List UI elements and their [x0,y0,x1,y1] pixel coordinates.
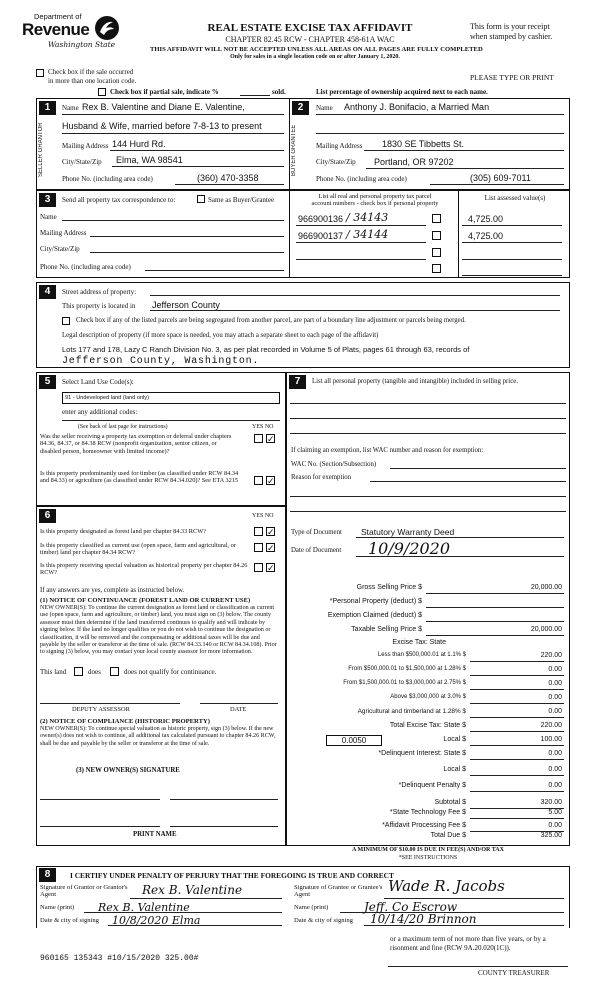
location-county: Jefferson County [152,300,220,310]
forest-question: Is this property designated as forest land per chapter 84.33 RCW? [40,528,206,535]
tax-value: 100.00 [540,736,562,743]
tax-value: 0.00 [548,750,562,757]
doc-date-label: Date of Document [291,547,342,554]
see-instructions-note: *SEE INSTRUCTIONS [398,855,458,861]
tax-label: From $500,000.01 to $1,500,000 at 1.28% $ [348,666,466,672]
wac-label: WAC No. (Section/Subsection) [291,461,377,468]
section-1-number: 1 [39,101,56,115]
personal-property-checkbox[interactable] [432,231,441,240]
does-qualify-checkbox[interactable] [74,667,83,676]
dept-line: Department of [34,12,82,21]
tax-value: 220.00 [540,722,562,729]
grantee-signature-label: Signature of Grantee or Grantee's Agent [294,884,383,898]
does-not-label: does not qualify for continuance. [124,668,217,676]
section-6-number: 6 [39,509,56,523]
tax-label: Above $3,000,000 at 3.0% $ [390,694,466,700]
corr-city-label: City/State/Zip [40,245,80,253]
tax-label: Excise Tax: State [392,639,446,646]
land-use-code: 91 - Undeveloped land (land only) [65,395,149,401]
does-label: does [88,668,101,676]
multi-location-checkbox[interactable] [36,69,44,77]
corr-name-label: Name [40,213,57,221]
tax-row [290,799,566,809]
seller-city-label: City/State/Zip [62,158,102,166]
seller-name-cont: Husband & Wife, married before 7-8-13 to present [62,121,262,131]
tax-row [290,598,566,608]
exemption-question: Was the seller receiving a property tax exemption or deferral under chapters 84.36, 84.37, or 84.38 RCW (nonprofit organization, senior citizen, or disabled person, homeowner with limited income)? [40,433,232,455]
buyer-side-label: BUYER GRANTEE [291,124,297,176]
notice-2-title: (2) NOTICE OF COMPLIANCE (HISTORIC PROPERTY) [40,718,210,725]
same-as-buyer-label: Same as Buyer/Grantee [208,196,275,204]
segregated-checkbox[interactable] [62,317,70,325]
seller-phone: (360) 470-3358 [197,173,259,183]
assessed-value: 4,725.00 [468,231,504,241]
tax-value: 5.00 [548,809,562,816]
doc-type: Statutory Warranty Deed [361,527,455,537]
tax-row [290,735,566,747]
tax-row [290,750,566,760]
personal-property-checkbox[interactable] [432,248,441,257]
land-use-select[interactable] [62,392,280,404]
additional-codes-field[interactable] [62,420,280,421]
doc-date: 10/9/2020 [368,539,451,558]
grantee-signature: Wade R. Jacobs [388,877,505,895]
grantor-signature: Rex B. Valentine [142,883,243,897]
seller-side-label: SELLER GRANTOR [38,122,44,178]
section-6-yes-no: YES NO [252,513,274,519]
street-address-label: Street address of property: [62,288,137,296]
notice-1-title: (1) NOTICE OF CONTINUANCE (FOREST LAND OR CURRENT USE) [40,597,251,604]
tax-label: Exemption Claimed (deduct) $ [327,612,422,619]
parcel-handwritten-id: / 34144 [346,228,389,241]
parcel-number: 966900136 [298,214,344,224]
does-not-qualify-checkbox[interactable] [110,667,119,676]
print-name-line[interactable] [40,826,160,827]
perjury-note-2: risonment and fine (RCW 9A.20.020(1C)). [390,944,511,952]
tax-value: 20,000.00 [530,626,562,633]
exemption-yes-checkbox[interactable] [254,434,263,443]
assessor-date-label: DATE [230,706,247,713]
multi-location-label-2: in more than one location code. [48,77,137,85]
additional-codes-label: enter any additional codes: [62,408,138,416]
seller-name: Rex B. Valentine and Diane E. Valentine, [82,102,245,112]
tax-label: Total Due $ [430,832,466,839]
grantor-date-label: Date & city of signing [40,917,99,924]
parcel-row [296,210,566,226]
tax-row [290,680,566,690]
tax-row [290,584,566,594]
this-land-label: This land [40,668,67,676]
if-yes-note: If any answers are yes, complete as instructed below. [40,587,185,594]
tax-label: Taxable Selling Price $ [351,626,422,633]
deputy-assessor-label: DEPUTY ASSESSOR [72,706,130,713]
grantor-signature-label: Signature of Grantor or Grantor's Agent [40,884,128,898]
timber-no-checkbox[interactable]: ✓ [267,476,275,486]
exemption-no-checkbox[interactable]: ✓ [267,434,275,444]
tax-value: 320.00 [540,799,562,806]
minimum-note: A MINIMUM OF $10.00 IS DUE IN FEE(S) AND/OR TAX [352,847,504,853]
assessed-value: 4,725.00 [468,214,504,224]
tax-value: 0.00 [548,680,562,687]
dept-state: Washington State [48,40,116,49]
personal-property-checkbox[interactable] [432,264,441,273]
see-back-label: (See back of last page for instructions) [78,424,168,430]
tax-value: 0.00 [548,766,562,773]
segregated-label: Check box if any of the listed parcels are being segregated from another parcel, are part of a boundary line adjustment or parcels being merged. [76,317,466,324]
tax-value: 20,000.00 [530,584,562,591]
parcel-handwritten-id: / 34143 [346,211,389,224]
buyer-city-label: City/State/Zip [316,158,356,166]
tax-row [290,766,566,776]
receipt-note-2: when stamped by cashier. [470,32,553,41]
tax-row [290,639,566,649]
wac-field[interactable] [390,468,566,469]
tax-row [290,666,566,676]
tax-label: *Delinquent Penalty $ [398,782,466,789]
tax-value: 0.00 [548,822,562,829]
seller-name-label: Name [62,104,79,112]
tax-value: 325.00 [540,832,562,839]
tax-label: Subtotal $ [434,799,466,806]
seller-phone-label: Phone No. (including area code) [62,175,153,183]
tax-value: 0.00 [548,694,562,701]
grantor-date-city: 10/8/2020 Elma [112,914,201,927]
buyer-address: 1830 SE Tibbetts St. [382,139,465,149]
tax-label: From $1,500,000.01 to $3,000,000 at 2.75% $ [343,680,466,686]
section-4-number: 4 [39,285,56,299]
timber-yes-checkbox[interactable] [254,476,263,485]
seller-address-label: Mailing Address [62,142,109,150]
corr-phone-label: Phone No. (including area code) [40,263,131,271]
current-use-question: Is this property classified as current use (open space, farm and agricultural, or timber) land per chapter 84.34 RCW? [40,542,236,557]
buyer-phone: (305) 609-7011 [470,173,531,183]
new-owner-signature-line[interactable] [40,799,160,800]
buyer-name-label: Name [316,104,333,112]
section-8-number: 8 [39,868,56,882]
tax-row [290,809,566,819]
land-use-label: Select Land Use Code(s): [62,378,134,386]
partial-sale-pct-field[interactable] [240,95,270,96]
parcel-row [296,260,566,276]
form-chapter: CHAPTER 82.45 RCW - CHAPTER 458-61A WAC [225,35,395,44]
perjury-note-1: or a maximum term of not more than five years, or by a [390,935,546,943]
partial-sale-label: Check box if partial sale, indicate % [110,88,219,96]
tax-label: *Personal Property (deduct) $ [329,598,422,605]
tax-row [290,832,566,842]
grantee-date-city: 10/14/20 Brinnon [370,912,477,926]
tax-label: Total Excise Tax: State $ [389,722,466,729]
seller-city: Elma, WA 98541 [116,155,183,165]
tax-row [290,782,566,792]
cashier-stamp: 960165 135343 #10/15/2020 325.00# [40,954,199,963]
tax-label: *Delinquent Interest: State $ [378,750,466,757]
historic-yes-checkbox[interactable] [254,563,263,572]
doc-type-label: Type of Document [291,529,342,536]
tax-value: 0.00 [548,666,562,673]
forest-yes-checkbox[interactable] [254,527,263,536]
dor-logo [22,12,132,52]
tax-label: Gross Selling Price $ [356,584,422,591]
section-7-number: 7 [289,375,306,389]
grantee-name-label: Name (print) [294,904,329,911]
corr-address-label: Mailing Address [40,229,87,237]
tax-row [290,822,566,832]
legal-description-label: Legal description of property (if more space is needed, you may attach a separate sheet to each page of the affidavit) [62,332,379,339]
parcels-header-value: List assessed value(s) [484,194,546,202]
county-treasurer-label: COUNTY TREASURER [478,969,550,977]
reason-label: Reason for exemption [291,474,352,481]
tax-row [290,694,566,704]
tax-label: *State Technology Fee $ [389,809,466,816]
section-6-frame [36,506,286,846]
legal-description-2: Jefferson County, Washington. [62,356,260,367]
buyer-city: Portland, OR 97202 [374,157,454,167]
section-2-number: 2 [292,101,309,115]
multi-location-label: Check box if the sale occurred [48,68,134,76]
buyer-address-label: Mailing Address [316,142,363,150]
location-label: This property is located in [62,302,136,310]
personal-property-checkbox[interactable] [432,214,441,223]
section-5-number: 5 [39,375,56,389]
timber-question: Is this property predominantly used for timber (as classified under RCW 84.34 and 84.33) or agriculture (as classified under RCW 84.34.020)? See ETA 3215 [40,470,239,485]
tax-row [290,612,566,622]
tax-row [290,652,566,662]
print-name-label: PRINT NAME [133,831,177,838]
forest-no-checkbox[interactable]: ✓ [267,527,275,537]
tax-value: 220.00 [540,652,562,659]
grantor-name-label: Name (print) [40,904,75,911]
seller-address: 144 Hurd Rd. [112,139,166,149]
same-as-buyer-checkbox[interactable] [197,195,205,203]
tax-label: Local $ [443,736,466,743]
current-use-no-checkbox[interactable]: ✓ [267,543,275,553]
partial-sale-checkbox[interactable] [98,88,106,96]
tax-value: 0.00 [548,782,562,789]
legal-description-1: Lots 177 and 178, Lazy C Ranch Division No. 3, as per plat recorded in Volume 5 of Plats, pages 61 through 63, records of [62,345,470,354]
dept-name: Revenue [22,20,90,39]
parcels-header-2: account numbers - check box if personal property [311,200,439,207]
grantor-name: Rex B. Valentine [98,901,190,914]
parcel-row [296,227,566,243]
tax-label: Less than $500,000.01 at 1.1% $ [377,652,466,658]
section-3-number: 3 [39,193,56,207]
tax-label: Local $ [443,766,466,773]
ownership-pct-label: List percentage of ownership acquired next to each name. [316,88,488,96]
form-title: REAL ESTATE EXCISE TAX AFFIDAVIT [207,22,413,34]
dor-logo-icon [94,15,120,41]
buyer-phone-label: Phone No. (including area code) [316,175,407,183]
grantee-name: Jeff. Co Escrow [364,900,458,914]
historic-no-checkbox[interactable]: ✓ [267,563,275,573]
tax-label: *Affidavit Processing Fee $ [382,822,466,829]
form-warning: THIS AFFIDAVIT WILL NOT BE ACCEPTED UNLESS ALL AREAS ON ALL PAGES ARE FULLY COMPLETED [150,46,483,53]
street-address-field[interactable] [150,295,560,296]
correspondence-label: Send all property tax correspondence to: [62,196,176,204]
parcel-number: 966900137 [298,231,344,241]
current-use-yes-checkbox[interactable] [254,543,263,552]
type-or-print: PLEASE TYPE OR PRINT [470,73,554,82]
yes-no-header: YES NO [252,424,274,430]
notice-1-body: NEW OWNER(S): To continue the current designation as forest land or classification as current use (open space, farm and agriculture, or timber) land, you must sign on (3) below. The county assessor must then determine if the land transferred continues to qualify and will indicate by signing below. If the land no longer qualifies or you do not wish to continue the designation or classification, it will be removed and the compensating or additional taxes will be due and payable by the seller or transferor at the time of sale. (RCW 84.33.140 or RCW 84.34.108). Prior to signing (3) below, you may contact your local county assessor for more information. [40,605,277,656]
tax-row [290,626,566,636]
historic-question: Is this property receiving special valuation as historical property per chapter 84.26 RCW? [40,562,248,577]
tax-label: Agricultural and timberland at 1.28% $ [357,708,466,715]
receipt-note-1: This form is your receipt [470,22,550,31]
grantee-date-label: Date & city of signing [294,917,353,924]
form-note: Only for sales in a single location code on or after January 1, 2020. [230,54,400,60]
buyer-name: Anthony J. Bonifacio, a Married Man [344,102,490,112]
tax-row [290,722,566,732]
notice-2-body: NEW OWNER(S): To continue special valuation as historic property, sign (3) below. If the new owner(s) does not wish to continue, all additional tax calculated pursuant to chapter 84.26 RCW, shall be due and payable by the seller or transferor at the time of sale. [40,726,276,747]
local-rate-box [326,735,382,746]
tax-row [290,708,566,718]
parcel-row [296,244,566,260]
personal-property-label: List all personal property (tangible and intangible) included in selling price. [312,378,518,385]
parcels-header-1: List all real and personal property tax parcel [318,193,432,200]
tax-value: 0.00 [548,708,562,715]
new-owner-signature-label: (3) NEW OWNER(S) SIGNATURE [76,767,180,774]
exemption-label: If claiming an exemption, list WAC number and reason for exemption: [291,447,484,454]
local-rate: 0.0050 [341,736,367,745]
sold-label: sold. [272,88,286,96]
certify-statement: I CERTIFY UNDER PENALTY OF PERJURY THAT THE FOREGOING IS TRUE AND CORRECT [70,871,394,880]
